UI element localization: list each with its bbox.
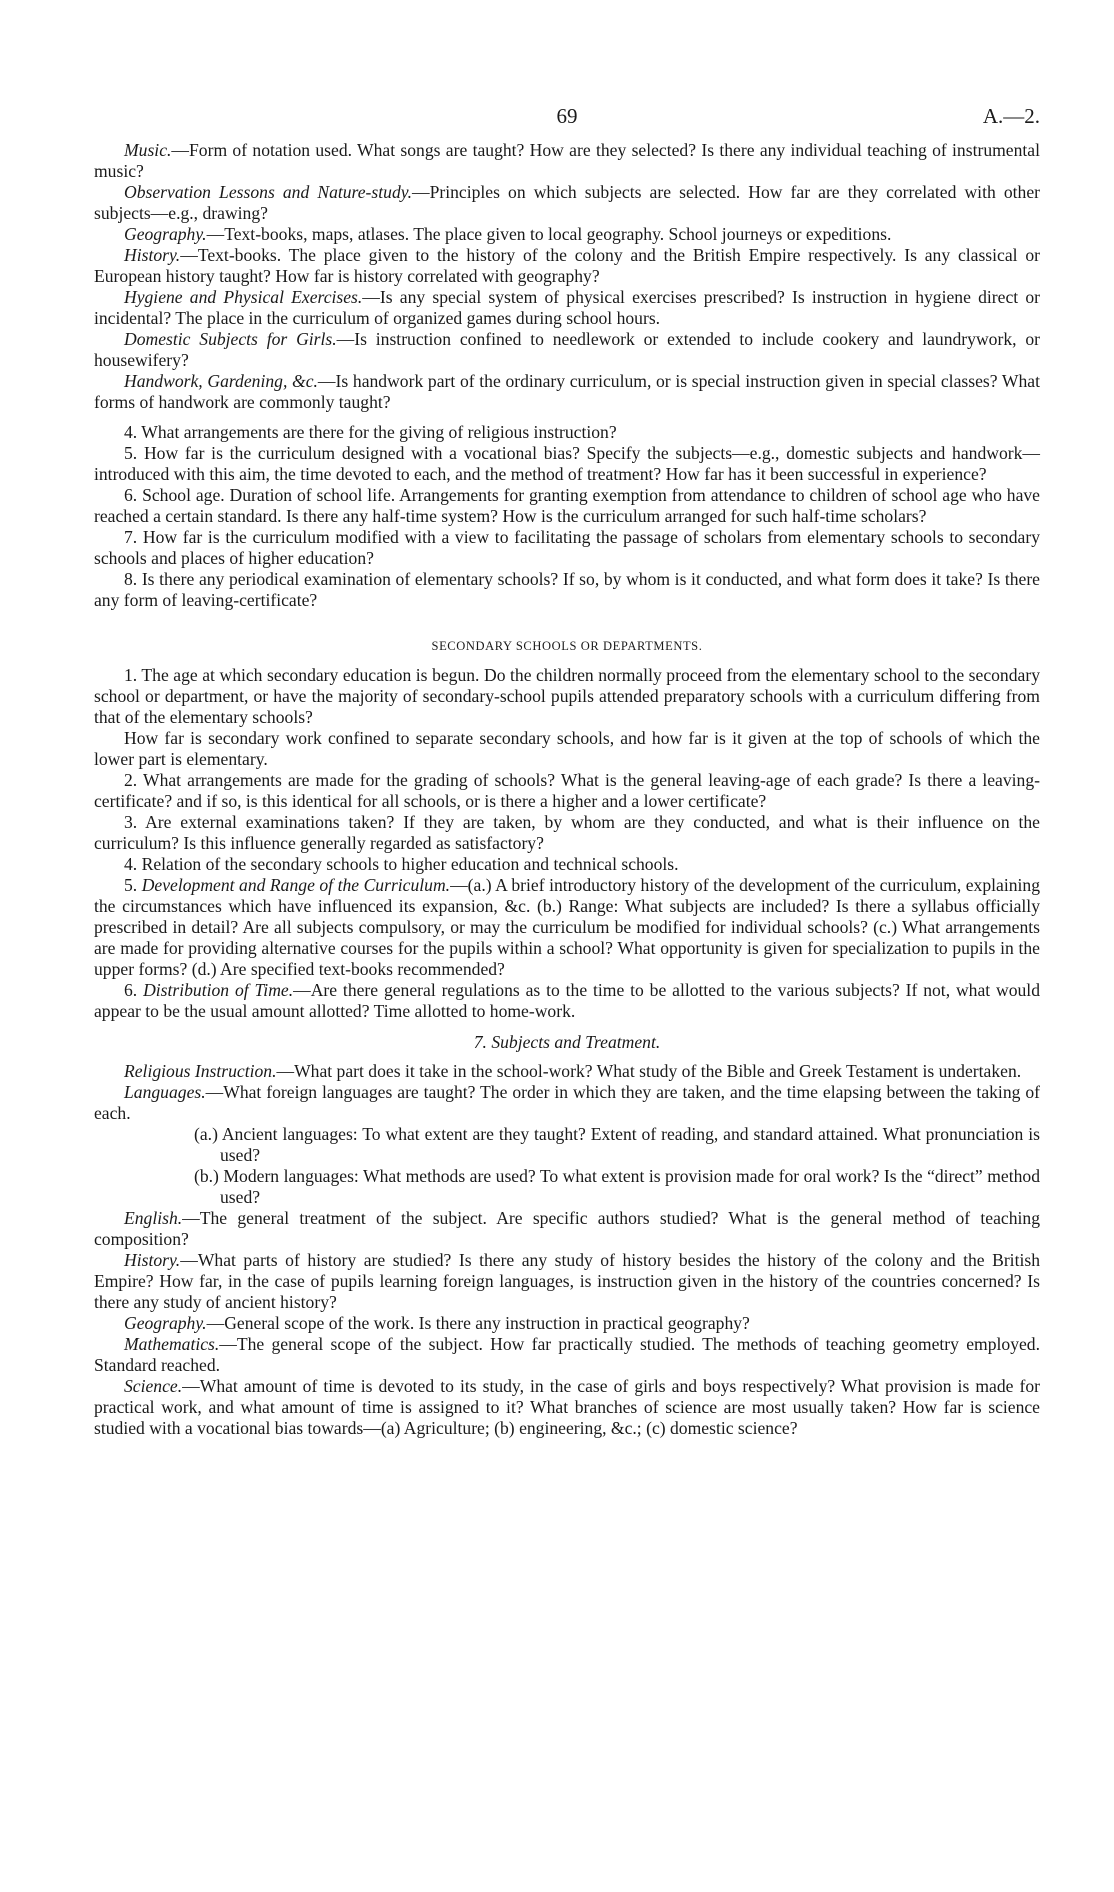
question-paragraph: 8. Is there any periodical examination of elementary schools? If so, by whom is it conducted, and what form does it take? Is there any form of leaving-certificate? (94, 569, 1040, 610)
subject-paragraph: Domestic Subjects for Girls.—Is instruction confined to needlework or extended to include cookery and laundrywork, or housewifery? (94, 329, 1040, 370)
question-paragraph: 1. The age at which secondary education is begun. Do the children normally proceed from the elementary school to the secondary school or department, or have the majority of secondary-school pupils attended preparatory schools with a curriculum differing from that of the elementary schools? (94, 665, 1040, 727)
subject-paragraph: Religious Instruction.—What part does it take in the school-work? What study of the Bible and Greek Testament is undertaken. (124, 1061, 1022, 1081)
subject-paragraph: History.—What parts of history are studied? Is there any study of history besides the history of the colony and the British Empire? How far, in the case of pupils learning foreign languages, is instruction given in the history of the countries concerned? Is there any study of ancient history? (94, 1250, 1040, 1312)
question-paragraph: 7. How far is the curriculum modified with a view to facilitating the passage of scholars from elementary schools to secondary schools and places of higher education? (94, 527, 1040, 568)
subject-paragraph: Music.—Form of notation used. What songs are taught? How are they selected? Is there any individual teaching of instrumental music? (94, 140, 1040, 181)
question-paragraph: 4. What arrangements are there for the giving of religious instruction? (124, 422, 617, 442)
subject-paragraph: Geography.—Text-books, maps, atlases. The place given to local geography. School journeys or expeditions. (124, 224, 892, 244)
subsection-heading: 7. Subjects and Treatment. (473, 1032, 661, 1052)
subject-paragraph: Mathematics.—The general scope of the subject. How far practically studied. The methods of teaching geometry employed. Standard reached. (94, 1334, 1040, 1375)
question-paragraph: 3. Are external examinations taken? If they are taken, by whom are they conducted, and what is their influence on the curriculum? Is this influence generally regarded as satisfactory? (94, 812, 1040, 853)
page-header (94, 104, 1040, 130)
subject-paragraph: Geography.—General scope of the work. Is there any instruction in practical geography? (124, 1313, 750, 1333)
elementary-questions (94, 422, 1040, 611)
language-item: (b.) Modern languages: What methods are used? To what extent is provision made for oral work? Is the “direct” method used? (194, 1166, 1040, 1207)
question-paragraph: 4. Relation of the secondary schools to higher education and technical schools. (124, 854, 679, 874)
question-paragraph: 2. What arrangements are made for the grading of schools? What is the general leaving-age of each grade? Is there a leaving-certificate? and if so, is this identical for all schools, or is there a higher and a lower certificate? (94, 770, 1040, 811)
subject-paragraph: Observation Lessons and Nature-study.—Principles on which subjects are selected. How far are they correlated with other subjects—e.g., drawing? (94, 182, 1040, 223)
question-paragraph: 6. School age. Duration of school life. Arrangements for granting exemption from attendance to children of school age who have reached a certain standard. Is there any half-time system? How is the curriculum arranged for such half-time scholars? (94, 485, 1040, 526)
secondary-questions (94, 665, 1040, 1022)
subject-paragraph: English.—The general treatment of the subject. Are specific authors studied? What is the general method of teaching composition? (94, 1208, 1040, 1249)
question-paragraph: 5. How far is the curriculum designed with a vocational bias? Specify the subjects—e.g., domestic subjects and handwork—introduced with this aim, the time devoted to each, and the method of treatment? How far has it been successful in experience? (94, 443, 1040, 484)
subject-paragraph: History.—Text-books. The place given to the history of the colony and the British Empire respectively. Is any classical or European history taught? How far is history correlated with geography? (94, 245, 1040, 286)
subject-paragraph: Hygiene and Physical Exercises.—Is any special system of physical exercises prescribed? Is instruction in hygiene direct or incidental? The place in the curriculum of organized games during school hours. (94, 287, 1040, 328)
question-paragraph: How far is secondary work confined to separate secondary schools, and how far is it given at the top of schools of which the lower part is elementary. (94, 728, 1040, 769)
secondary-subjects (94, 1061, 1040, 1439)
section-heading: SECONDARY SCHOOLS OR DEPARTMENTS. (431, 639, 703, 653)
question-paragraph: 5. Development and Range of the Curriculum.—(a.) A brief introductory history of the development of the curriculum, explaining the circumstances which have influenced its expansion, &c. (b.) Range: What subjects are included? Is there a syllabus officially prescribed in detail? Are all subjects compulsory, or may the curriculum be modified for individual schools? (c.) What arrangements are made for providing alternative courses for the pupils within a school? What opportunity is given for specialization to pupils in the upper forms? (d.) Are specified text-books recommended? (94, 875, 1040, 979)
language-item: (a.) Ancient languages: To what extent are they taught? Extent of reading, and standard attained. What pronunciation is used? (194, 1124, 1040, 1165)
curriculum-subjects (94, 140, 1040, 413)
subject-paragraph: Handwork, Gardening, &c.—Is handwork part of the ordinary curriculum, or is special instruction given in special classes? What forms of handwork are commonly taught? (94, 371, 1040, 412)
document-page (94, 104, 1040, 1439)
question-paragraph: 6. Distribution of Time.—Are there general regulations as to the time to be allotted to the various subjects? If not, what would appear to be the usual amount allotted? Time allotted to home-work. (94, 980, 1040, 1021)
document-reference: A.—2. (982, 104, 1040, 128)
subject-paragraph: Science.—What amount of time is devoted to its study, in the case of girls and boys respectively? What provision is made for practical work, and what amount of time is assigned to it? What branches of science are most usually taken? How far is science studied with a vocational bias towards—(a) Agriculture; (b) engineering, &c.; (c) domestic science? (94, 1376, 1040, 1438)
subject-paragraph: Languages.—What foreign languages are taught? The order in which they are taken, and the time elapsing between the taking of each. (94, 1082, 1040, 1123)
page-number: 69 (556, 104, 578, 128)
